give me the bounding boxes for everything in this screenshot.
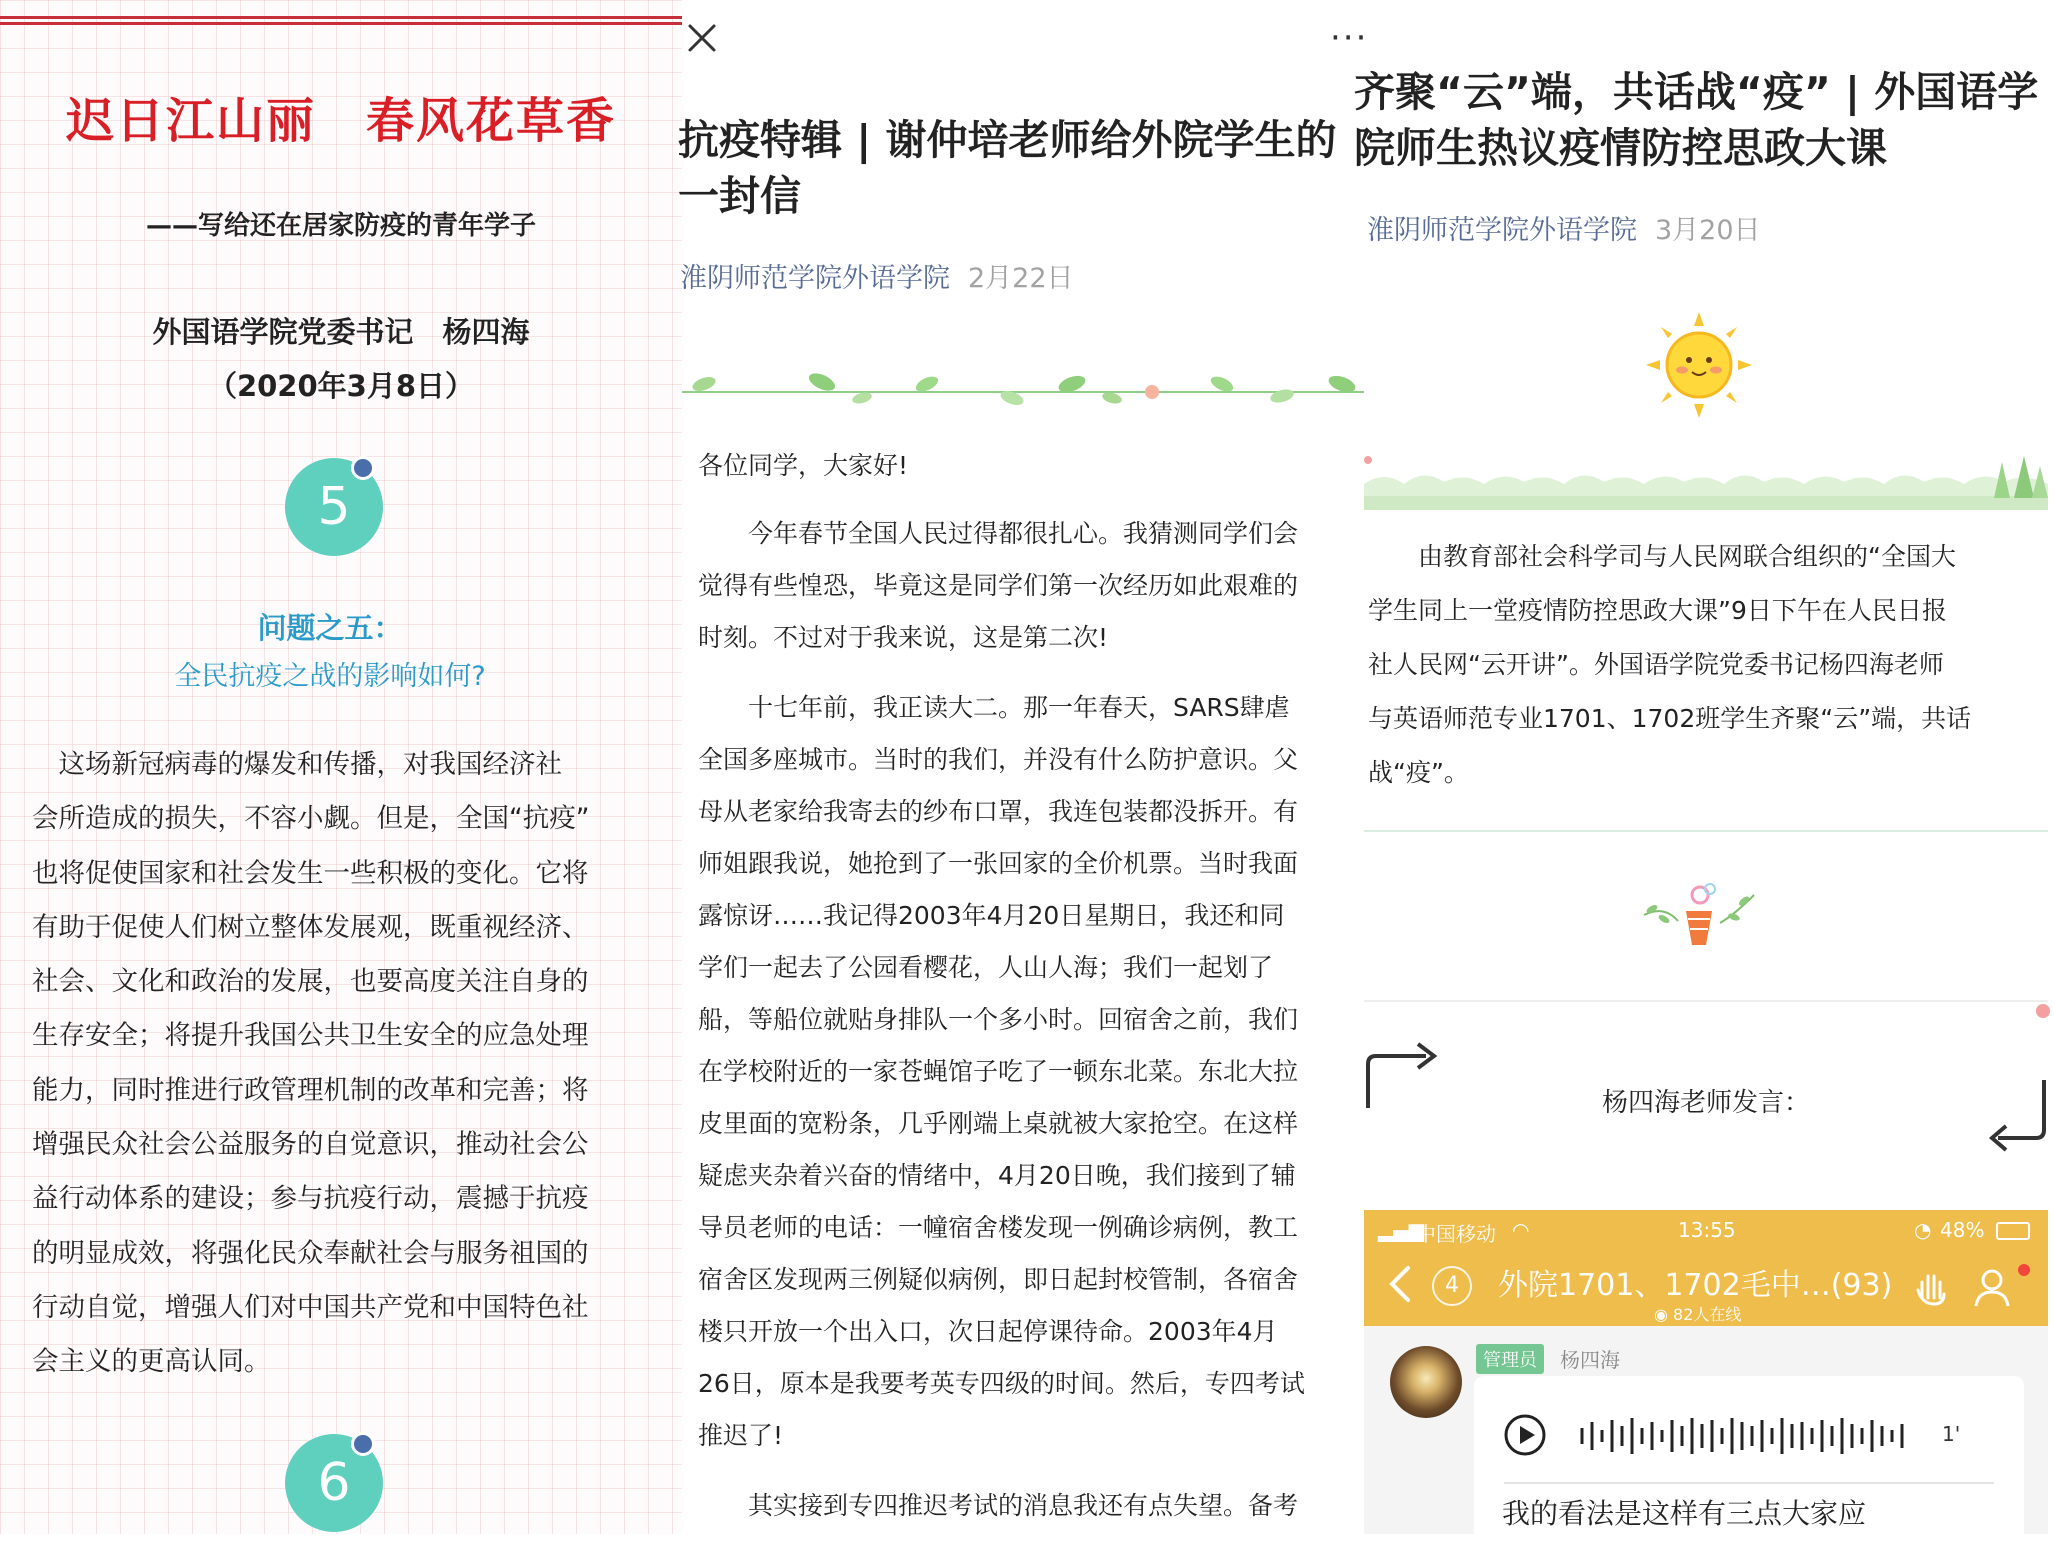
body-line: 社会、文化和政治的发展，也要高度关注自身的 bbox=[32, 966, 589, 998]
body-line: 生存安全；将提升我国公共卫生安全的应急处理 bbox=[32, 1020, 589, 1052]
speaker-label: 杨四海老师发言： bbox=[1601, 1088, 1810, 1118]
body-line: 26日，原本是我要考英专四级的时间。然后，专四考试 bbox=[698, 1369, 1305, 1398]
body-line: 有助于促使人们树立整体发展观，既重视经济、 bbox=[32, 911, 589, 943]
article-meta bbox=[1367, 208, 1761, 247]
sun-decoration-icon bbox=[1644, 310, 1754, 420]
online-count: ◉ 82人在线 bbox=[1654, 1305, 1742, 1324]
body-line: 楼只开放一个出入口，次日起停课待命。2003年4月 bbox=[698, 1317, 1278, 1346]
audio-waveform-icon bbox=[1578, 1416, 1908, 1456]
signal-icon: ▂▄▆ bbox=[1378, 1218, 1425, 1242]
body-line: 推迟了! bbox=[698, 1421, 784, 1450]
more-options-button[interactable]: ··· bbox=[1330, 18, 1369, 58]
battery-level: 48% bbox=[1940, 1218, 1985, 1242]
body-line: 其实接到专四推迟考试的消息我还有点失望。备考 bbox=[698, 1491, 1299, 1520]
article-body bbox=[698, 508, 1348, 1532]
body-line: 疑虑夹杂着兴奋的情绪中，4月20日晚，我们接到了辅 bbox=[698, 1161, 1296, 1190]
publish-date: 2月22日 bbox=[968, 263, 1074, 294]
body-line: 也将促使国家和社会发生一些积极的变化。它将 bbox=[32, 857, 589, 889]
green-hills-decoration bbox=[1364, 450, 2048, 510]
body-line: 母从老家给我寄去的纱布口罩，我连包装都没拆开。有 bbox=[698, 797, 1299, 826]
article-title: 迟日江山丽 春风花草香 bbox=[65, 93, 616, 149]
article-panel-1 bbox=[0, 0, 682, 1534]
body-line: 行动自觉，增强人们对中国共产党和中国特色社 bbox=[32, 1291, 589, 1323]
alarm-icon: ◔ bbox=[1914, 1218, 1932, 1242]
sender-name: 杨四海 bbox=[1560, 1348, 1620, 1372]
section-divider bbox=[1364, 1000, 2048, 1002]
battery-icon bbox=[1996, 1222, 2030, 1240]
body-line: 会主义的更高认同。 bbox=[32, 1346, 271, 1378]
body-line: 觉得有些惶恐，毕竟这是同学们第一次经历如此艰难的 bbox=[698, 571, 1299, 600]
article-body bbox=[1368, 530, 2048, 800]
body-line: 皮里面的宽粉条，几乎刚端上桌就被大家抢空。在这样 bbox=[698, 1109, 1299, 1138]
badge-dot bbox=[351, 456, 375, 480]
article-meta bbox=[680, 256, 1074, 295]
badge-dot bbox=[351, 1432, 375, 1456]
article-title bbox=[678, 112, 1368, 224]
section-number: 5 bbox=[317, 477, 351, 537]
section-number-badge bbox=[285, 458, 383, 556]
article-body bbox=[32, 738, 644, 1390]
notification-dot bbox=[2018, 1264, 2030, 1276]
title-line: 齐聚“云”端，共话战“疫” | 外国语学 bbox=[1354, 68, 2039, 116]
account-link[interactable]: 淮阴师范学院外语学院 bbox=[680, 263, 950, 294]
body-line: 船，等船位就贴身排队一个多小时。回宿舍之前，我们 bbox=[698, 1005, 1299, 1034]
body-line: 今年春节全国人民过得都很扎心。我猜测同学们会 bbox=[698, 519, 1299, 548]
close-button[interactable] bbox=[682, 18, 722, 58]
flower-pot-decoration-icon bbox=[1634, 875, 1764, 955]
section-divider bbox=[1364, 830, 2048, 832]
article-date: （2020年3月8日） bbox=[207, 369, 475, 403]
body-line: 的明显成效，将强化民众奉献社会与服务祖国的 bbox=[32, 1237, 589, 1269]
pink-dot-decoration bbox=[2036, 1004, 2050, 1018]
title-line: 抗疫特辑 | 谢仲培老师给外院学生的 bbox=[678, 116, 1337, 164]
article-author: 外国语学院党委书记 杨四海 bbox=[152, 315, 530, 349]
clock: 13:55 bbox=[1678, 1218, 1736, 1242]
voice-message-bubble[interactable] bbox=[1474, 1376, 2024, 1546]
account-link[interactable]: 淮阴师范学院外语学院 bbox=[1367, 215, 1637, 246]
body-line: 学生同上一堂疫情防控思政大课”9日下午在人民日报 bbox=[1368, 596, 1947, 625]
unread-count-badge[interactable]: 4 bbox=[1432, 1266, 1472, 1306]
body-line: 能力，同时推进行政管理机制的改革和完善；将 bbox=[32, 1074, 589, 1106]
article-panel-3 bbox=[1330, 0, 2048, 1534]
play-icon[interactable] bbox=[1504, 1414, 1546, 1456]
article-subtitle: ——写给还在居家防疫的青年学子 bbox=[145, 211, 536, 241]
question-subtitle: 全民抗疫之战的影响如何? bbox=[174, 661, 486, 692]
body-line: 由教育部社会科学司与人民网联合组织的“全国大 bbox=[1368, 542, 1956, 571]
body-line: 战“疫”。 bbox=[1368, 758, 1469, 787]
title-line: 一封信 bbox=[678, 172, 801, 220]
body-line: 会所造成的损失，不容小觑。但是，全国“抗疫” bbox=[32, 803, 590, 835]
article-title bbox=[1354, 64, 2054, 176]
voice-transcript: 我的看法是这样有三点大家应 bbox=[1502, 1497, 1867, 1530]
body-line: 导员老师的电话：一幢宿舍楼发现一例确诊病例，教工 bbox=[698, 1213, 1299, 1242]
body-line: 十七年前，我正读大二。那一年春天，SARS肆虐 bbox=[698, 693, 1290, 722]
admin-badge: 管理员 bbox=[1476, 1344, 1544, 1374]
back-arrow-icon[interactable] bbox=[1386, 1264, 1412, 1304]
avatar[interactable] bbox=[1390, 1346, 1462, 1418]
status-bar bbox=[1364, 1214, 2048, 1248]
body-line: 时刻。不过对于我来说，这是第二次! bbox=[698, 623, 1109, 652]
chat-header bbox=[1364, 1210, 2048, 1326]
body-line: 这场新冠病毒的爆发和传播，对我国经济社 bbox=[32, 749, 562, 780]
article-panel-2 bbox=[678, 0, 1364, 1534]
publish-date: 3月20日 bbox=[1655, 215, 1761, 246]
body-line: 全国多座城市。当时的我们，并没有什么防护意识。父 bbox=[698, 745, 1299, 774]
carrier-name: 中国移动 bbox=[1416, 1222, 1496, 1246]
online-count-text: 82人在线 bbox=[1673, 1305, 1742, 1324]
members-icon[interactable] bbox=[1972, 1266, 2016, 1310]
next-section-number: 6 bbox=[317, 1453, 351, 1513]
wifi-icon: ◠ bbox=[1512, 1218, 1530, 1242]
corner-arrow-icon bbox=[1984, 1080, 2048, 1170]
body-line: 社人民网“云开讲”。外国语学院党委书记杨四海老师 bbox=[1368, 650, 1944, 679]
hand-raise-icon[interactable] bbox=[1912, 1268, 1952, 1308]
body-line: 露惊讶……我记得2003年4月20日星期日，我还和同 bbox=[698, 901, 1285, 930]
body-line: 与英语师范专业1701、1702班学生齐聚“云”端，共话 bbox=[1368, 704, 1972, 733]
next-section-number-badge bbox=[285, 1434, 383, 1532]
bubble-divider bbox=[1504, 1482, 1994, 1484]
body-line: 宿舍区发现两三例疑似病例，即日起封校管制，各宿舍 bbox=[698, 1265, 1299, 1294]
close-icon bbox=[682, 18, 722, 58]
decorative-top-bar bbox=[0, 16, 682, 30]
embedded-chat-screenshot bbox=[1364, 1210, 2048, 1534]
body-line: 增强民众社会公益服务的自觉意识，推动社会公 bbox=[32, 1129, 589, 1161]
vine-divider-decoration bbox=[682, 362, 1364, 412]
chat-nav-bar bbox=[1364, 1246, 2048, 1326]
question-title: 问题之五： bbox=[257, 611, 403, 645]
letter-greeting: 各位同学，大家好! bbox=[698, 451, 909, 480]
body-line: 学们一起去了公园看樱花，人山人海；我们一起划了 bbox=[698, 953, 1274, 982]
body-line: 益行动体系的建设；参与抗疫行动，震撼于抗疫 bbox=[32, 1183, 589, 1215]
voice-duration: 1' bbox=[1942, 1422, 1961, 1446]
group-name[interactable]: 外院1701、1702毛中…(93) bbox=[1498, 1268, 1893, 1303]
body-line: 师姐跟我说，她抢到了一张回家的全价机票。当时我面 bbox=[698, 849, 1299, 878]
body-line: 在学校附近的一家苍蝇馆子吃了一顿东北菜。东北大拉 bbox=[698, 1057, 1299, 1086]
title-line: 院师生热议疫情防控思政大课 bbox=[1354, 124, 1887, 172]
